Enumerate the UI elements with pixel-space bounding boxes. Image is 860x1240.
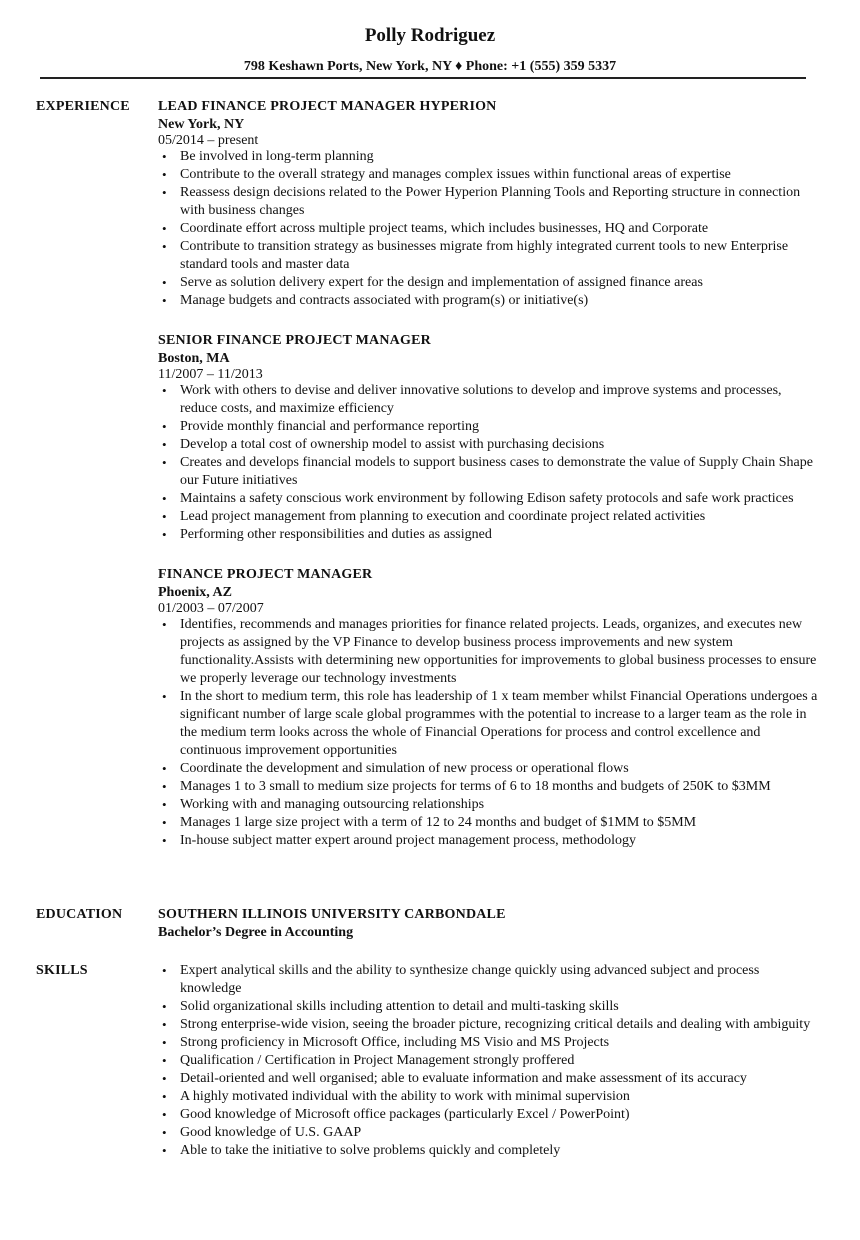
bullet-item: • Provide monthly financial and performance reporting [180, 418, 818, 436]
job-bullets [158, 616, 818, 850]
job-entry [158, 332, 818, 544]
job-title: LEAD FINANCE PROJECT MANAGER HYPERION [158, 99, 497, 114]
skill-item: • Strong enterprise-wide vision, seeing the broader picture, recognizing critical details and dealing with ambiguity [180, 1016, 818, 1034]
bullet-item: • Manage budgets and contracts associated with program(s) or initiative(s) [180, 292, 818, 310]
bullet-item: • Work with others to devise and deliver innovative solutions to develop and improve systems and processes, reduce costs, and maximize efficiency [180, 382, 818, 418]
contact-line: 798 Keshawn Ports, New York, NY ♦ Phone: +1 (555) 359 5337 [243, 59, 617, 74]
bullet-item: • Lead project management from planning to execution and coordinate project related activities [180, 508, 818, 526]
section-label-skills: SKILLS [36, 963, 88, 978]
bullet-item: • Coordinate effort across multiple project teams, which includes businesses, HQ and Corporate [180, 220, 818, 238]
bullet-item: • Serve as solution delivery expert for the design and implementation of assigned finance areas [180, 274, 818, 292]
job-title: SENIOR FINANCE PROJECT MANAGER [158, 333, 431, 348]
bullet-item: • Working with and managing outsourcing relationships [180, 796, 818, 814]
bullet-item: • Manages 1 large size project with a term of 12 to 24 months and budget of $1MM to $5MM [180, 814, 818, 832]
skill-item: • Able to take the initiative to solve problems quickly and completely [180, 1142, 818, 1160]
skills-content [158, 962, 818, 1160]
bullet-item: • Contribute to transition strategy as businesses migrate from highly integrated current tools to new Enterprise standard tools and master data [180, 238, 818, 274]
bullet-item: • Identifies, recommends and manages priorities for finance related projects. Leads, organizes, and executes new projects as assigned by the VP Finance to develop business process improvements and new system functionality.Assists with determining new opportunities for improvements to global business processes to ensure we properly leverage our technology investments [180, 616, 818, 688]
skill-item: • A highly motivated individual with the ability to work with minimal supervision [180, 1088, 818, 1106]
bullet-item: • In-house subject matter expert around project management process, methodology [180, 832, 818, 850]
bullet-item: • Coordinate the development and simulation of new process or operational flows [180, 760, 818, 778]
header-divider [40, 77, 806, 79]
job-bullets [158, 148, 818, 310]
skill-item: • Good knowledge of U.S. GAAP [180, 1124, 818, 1142]
section-label-experience: EXPERIENCE [36, 99, 130, 114]
skill-item: • Strong proficiency in Microsoft Office, including MS Visio and MS Projects [180, 1034, 818, 1052]
candidate-name: Polly Rodriguez [364, 25, 496, 46]
job-title: FINANCE PROJECT MANAGER [158, 567, 373, 582]
skill-item: • Good knowledge of Microsoft office packages (particularly Excel / PowerPoint) [180, 1106, 818, 1124]
degree: Bachelor’s Degree in Accounting [158, 925, 354, 940]
job-entry [158, 566, 818, 850]
job-location: Phoenix, AZ [158, 585, 232, 600]
skills-list [158, 962, 818, 1160]
bullet-item: • Performing other responsibilities and duties as assigned [180, 526, 818, 544]
section-label-education: EDUCATION [36, 907, 123, 922]
job-dates: 01/2003 – 07/2007 [158, 601, 264, 616]
school-name: SOUTHERN ILLINOIS UNIVERSITY CARBONDALE [158, 907, 506, 922]
skill-item: • Solid organizational skills including attention to detail and multi-tasking skills [180, 998, 818, 1016]
bullet-item: • Contribute to the overall strategy and manages complex issues within functional areas of expertise [180, 166, 818, 184]
skill-item: • Detail-oriented and well organised; able to evaluate information and make assessment of its accuracy [180, 1070, 818, 1088]
skill-item: • Qualification / Certification in Project Management strongly proffered [180, 1052, 818, 1070]
skill-item: • Expert analytical skills and the ability to synthesize change quickly using advanced subject and process knowledge [180, 962, 818, 998]
job-entry [158, 98, 818, 310]
bullet-item: • Manages 1 to 3 small to medium size projects for terms of 6 to 18 months and budgets of 250K to $3MM [180, 778, 818, 796]
job-dates: 11/2007 – 11/2013 [158, 367, 263, 382]
job-bullets [158, 382, 818, 544]
education-content [158, 906, 818, 942]
job-dates: 05/2014 – present [158, 133, 259, 148]
bullet-item: • Reassess design decisions related to the Power Hyperion Planning Tools and Reporting structure in connection with business changes [180, 184, 818, 220]
job-location: Boston, MA [158, 351, 230, 366]
bullet-item: • In the short to medium term, this role has leadership of 1 x team member whilst Financial Operations undergoes a significant number of large scale global programmes with the potential to increase to a larger team as the role in the medium term looks across the whole of Financial Operations for process and control excellence and continuous improvement opportunities [180, 688, 818, 760]
bullet-item: • Maintains a safety conscious work environment by following Edison safety protocols and safe work practices [180, 490, 818, 508]
job-location: New York, NY [158, 117, 245, 132]
bullet-item: • Develop a total cost of ownership model to assist with purchasing decisions [180, 436, 818, 454]
experience-content [158, 98, 818, 872]
bullet-item: • Creates and develops financial models to support business cases to demonstrate the value of Supply Chain Shape our Future initiatives [180, 454, 818, 490]
bullet-item: • Be involved in long-term planning [180, 148, 818, 166]
